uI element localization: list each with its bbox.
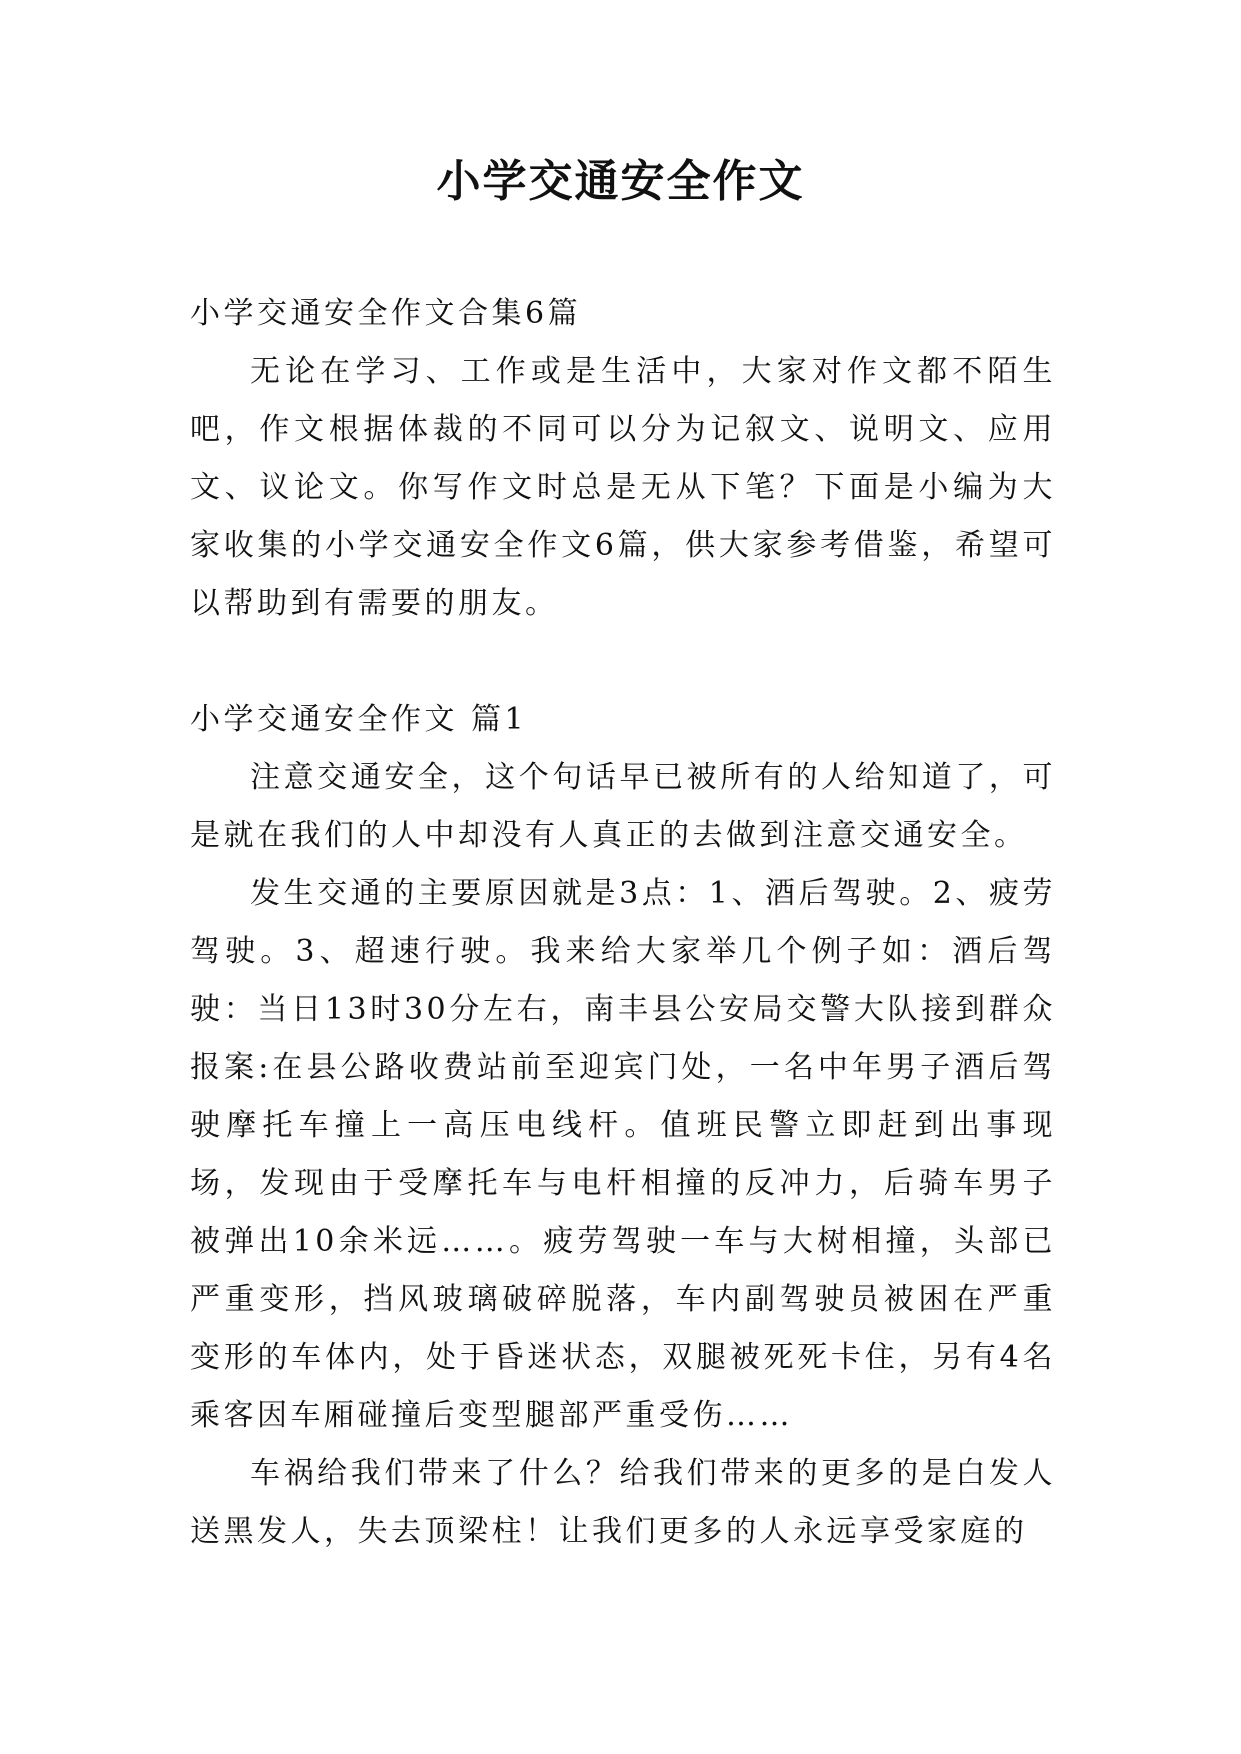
document-subtitle: 小学交通安全作文合集6篇 bbox=[190, 296, 582, 331]
document-title: 小学交通安全作文 bbox=[436, 156, 805, 207]
body-paragraph: 发生交通的主要原因就是3点：1、酒后驾驶。2、疲劳驾驶。3、超速行驶。我来给大家举几个例子如：酒后驾驶：当日13时30分左右，南丰县公安局交警大队接到群众报案:在县公路收费站前至迎宾门处，一名中年男子酒后驾驶摩托车撞上一高压电线杆。值班民警立即赶到出事现场，发现由于受摩托车与电杆相撞的反冲力，后骑车男子被弹出10余米远……。疲劳驾驶一车与大树相撞，头部已严重变形，挡风玻璃破碎脱落，车内副驾驶员被困在严重变形的车体内，处于昏迷状态，双腿被死死卡住，另有4名乘客因车厢碰撞后变型腿部严重受伤…… bbox=[190, 876, 1056, 1433]
body-paragraph: 注意交通安全，这个句话早已被所有的人给知道了，可是就在我们的人中却没有人真正的去做到注意交通安全。 bbox=[190, 760, 1056, 853]
document-body bbox=[190, 285, 1056, 1561]
section-heading: 小学交通安全作文 篇1 bbox=[190, 702, 528, 737]
intro-paragraph: 无论在学习、工作或是生活中，大家对作文都不陌生吧，作文根据体裁的不同可以分为记叙文、说明文、应用文、议论文。你写作文时总是无从下笔？下面是小编为大家收集的小学交通安全作文6篇，供大家参考借鉴，希望可以帮助到有需要的朋友。 bbox=[190, 354, 1056, 621]
body-paragraph: 车祸给我们带来了什么？给我们带来的更多的是白发人送黑发人，失去顶梁柱！让我们更多的人永远享受家庭的 bbox=[190, 1456, 1056, 1549]
